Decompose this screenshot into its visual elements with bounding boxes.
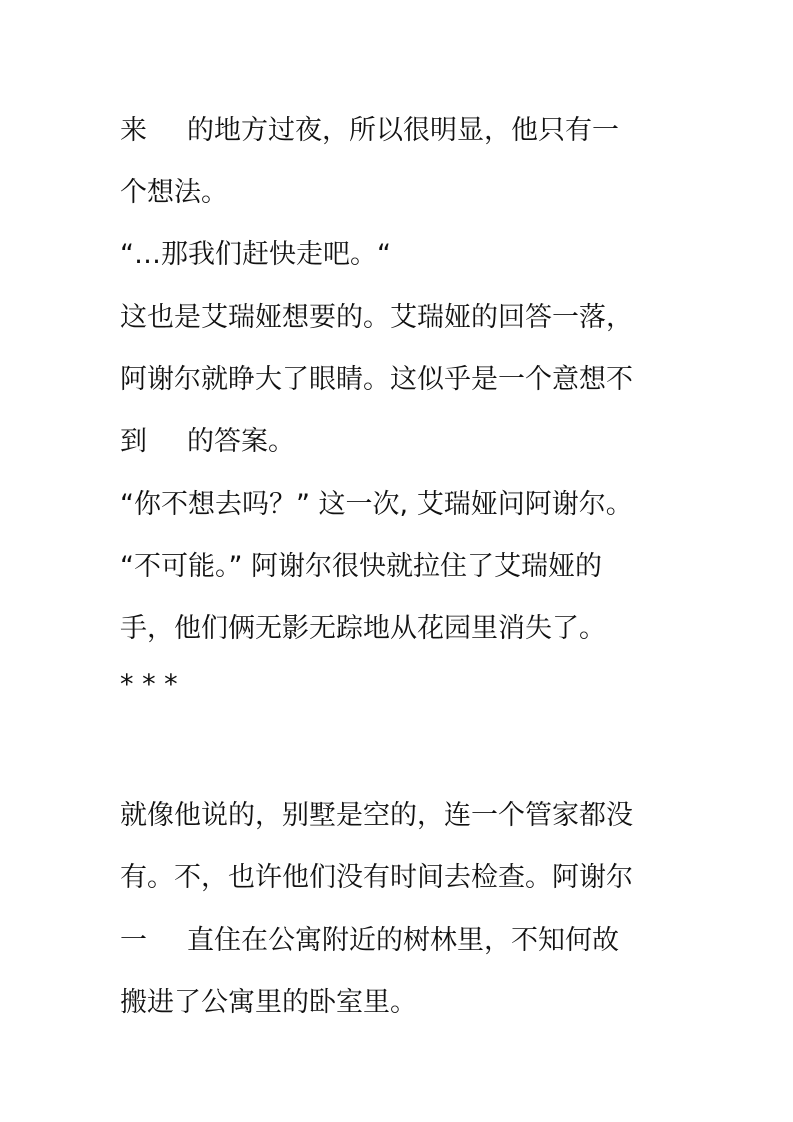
text-fragment: 的地方过夜，所以很明显，他只有一	[187, 115, 619, 146]
dialogue-line: “你不想去吗？” 这一次, 艾瑞娅问阿谢尔。	[120, 489, 633, 520]
text-line: 有。不，也许他们没有时间去检查。阿谢尔	[120, 862, 633, 893]
text-fragment: 直住在公寓附近的树林里，不知何故	[187, 925, 619, 956]
dialogue-line: “不可能。” 阿谢尔很快就拉住了艾瑞娅的	[120, 551, 603, 582]
section-break: * * *	[120, 669, 178, 700]
text-fragment: 一	[120, 925, 147, 956]
text-line	[120, 111, 680, 151]
text-line	[120, 921, 680, 961]
dialogue-line: “…那我们赶快走吧。“	[120, 239, 391, 270]
text-line: 这也是艾瑞娅想要的。艾瑞娅的回答一落，	[120, 302, 633, 333]
text-fragment: 到	[120, 426, 147, 457]
text-fragment: 来	[120, 115, 147, 146]
text-line: 就像他说的，别墅是空的，连一个管家都没	[120, 800, 633, 831]
text-line: 手，他们俩无影无踪地从花园里消失了。	[120, 613, 606, 644]
text-line: 个想法。	[120, 177, 228, 208]
text-line: 搬进了公寓里的卧室里。	[120, 987, 417, 1018]
text-line: 阿谢尔就睁大了眼睛。这似乎是一个意想不	[120, 364, 633, 395]
text-fragment: 的答案。	[187, 426, 295, 457]
text-line	[120, 422, 680, 462]
